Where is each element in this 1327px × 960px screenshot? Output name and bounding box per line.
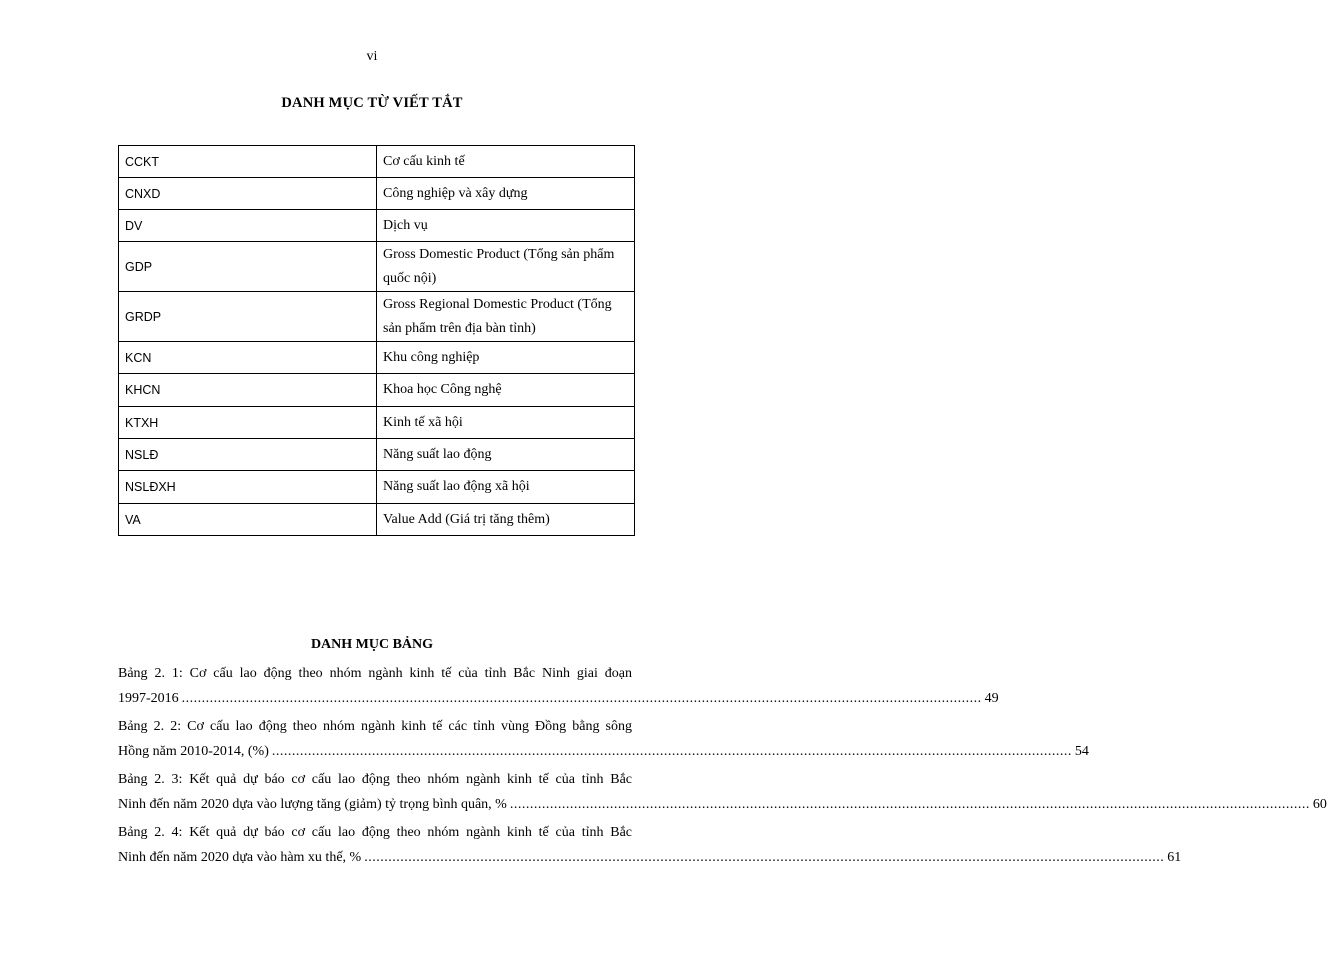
entry-title-line: Bảng 2. 2: Cơ cấu lao động theo nhóm ngành kinh tế các tỉnh vùng Đồng bằng sông	[118, 719, 632, 734]
abbreviation-meaning: Khoa học Công nghệ	[377, 374, 635, 407]
abbreviation-row	[119, 439, 635, 471]
abbreviation-code: KHCN	[119, 374, 377, 407]
abbreviation-row	[119, 471, 635, 504]
dot-leader: ........................................................................................................................................................................................................	[509, 796, 1310, 812]
abbreviation-code: GRDP	[119, 292, 377, 342]
abbreviation-row	[119, 292, 635, 342]
abbreviation-meaning: Kinh tế xã hội	[377, 407, 635, 439]
table-list-entry[interactable]	[118, 768, 1327, 817]
abbreviation-meaning: Khu công nghiệp	[377, 342, 635, 374]
abbreviation-code: DV	[119, 210, 377, 242]
abbreviation-code: GDP	[119, 242, 377, 292]
table-list-entry[interactable]	[118, 715, 1089, 764]
dot-leader: ........................................................................................................................................................................................................	[364, 849, 1165, 865]
entry-title-continuation: 1997-2016	[118, 690, 179, 706]
abbreviation-row	[119, 242, 635, 292]
abbreviations-heading: DANH MỤC TỪ VIẾT TẮT	[281, 95, 463, 111]
entry-title-line: Bảng 2. 1: Cơ cấu lao động theo nhóm ngành kinh tế của tỉnh Bắc Ninh giai đoạn	[118, 666, 632, 681]
abbreviation-row	[119, 146, 635, 178]
abbreviation-row	[119, 374, 635, 407]
table-list-entry[interactable]	[118, 821, 1182, 870]
table-list-entry[interactable]	[118, 662, 999, 711]
entry-title-continuation: Hồng năm 2010-2014, (%)	[118, 743, 269, 759]
abbreviation-meaning: Công nghiệp và xây dựng	[377, 178, 635, 210]
entry-page-number: 49	[984, 690, 999, 706]
abbreviation-row	[119, 504, 635, 536]
abbreviation-meaning: Value Add (Giá trị tăng thêm)	[377, 504, 635, 536]
abbreviation-row	[119, 178, 635, 210]
abbreviation-meaning: Gross Regional Domestic Product (Tổng sản phẩm trên địa bàn tỉnh)	[377, 292, 635, 342]
entry-title-continuation: Ninh đến năm 2020 dựa vào lượng tăng (giảm) tỷ trọng bình quân, %	[118, 796, 507, 812]
abbreviation-meaning: Dịch vụ	[377, 210, 635, 242]
dot-leader: ........................................................................................................................................................................................................	[271, 743, 1072, 759]
dot-leader: ........................................................................................................................................................................................................	[181, 690, 982, 706]
abbreviation-code: NSLĐ	[119, 439, 377, 471]
tables-heading: DANH MỤC BẢNG	[310, 637, 434, 652]
entry-title-line: Bảng 2. 4: Kết quả dự báo cơ cấu lao động theo nhóm ngành kinh tế của tỉnh Bắc	[118, 825, 632, 840]
abbreviation-row	[119, 210, 635, 242]
abbreviation-meaning: Cơ cấu kinh tế	[377, 146, 635, 178]
abbreviation-code: CCKT	[119, 146, 377, 178]
abbreviation-code: KTXH	[119, 407, 377, 439]
abbreviation-code: NSLĐXH	[119, 471, 377, 504]
entry-title-line: Bảng 2. 3: Kết quả dự báo cơ cấu lao động theo nhóm ngành kinh tế của tỉnh Bắc	[118, 772, 632, 787]
entry-page-number: 60	[1312, 796, 1327, 812]
abbreviation-row	[119, 407, 635, 439]
abbreviation-meaning: Gross Domestic Product (Tổng sản phẩm quốc nội)	[377, 242, 635, 292]
entry-title-continuation: Ninh đến năm 2020 dựa vào hàm xu thế, %	[118, 849, 362, 865]
abbreviation-meaning: Năng suất lao động xã hội	[377, 471, 635, 504]
abbreviation-code: CNXD	[119, 178, 377, 210]
page-number: vi	[366, 49, 378, 64]
abbreviation-row	[119, 342, 635, 374]
abbreviation-code: VA	[119, 504, 377, 536]
entry-page-number: 61	[1167, 849, 1182, 865]
table-of-tables	[118, 662, 1327, 874]
entry-page-number: 54	[1074, 743, 1089, 759]
abbreviations-table	[118, 145, 635, 536]
abbreviation-code: KCN	[119, 342, 377, 374]
abbreviation-meaning: Năng suất lao động	[377, 439, 635, 471]
